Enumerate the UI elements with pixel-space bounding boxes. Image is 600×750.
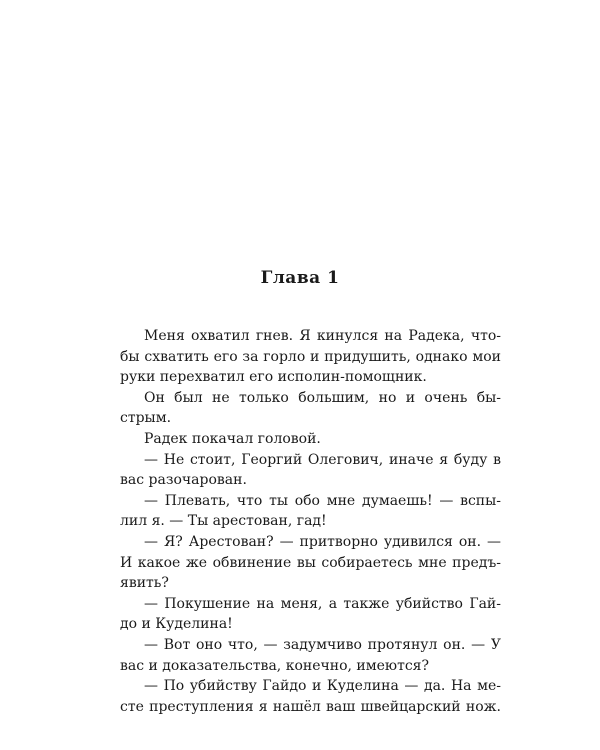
text-line: вас и доказательства, конечно, имеются? xyxy=(120,657,430,674)
text-line: руки перехватил его исполин-помощник. xyxy=(120,369,427,386)
text-line: вас разочарован. xyxy=(120,472,247,489)
text-line: сте преступления я нашёл ваш швейцарский нож. xyxy=(120,698,501,715)
text-line: Он был не только большим, но и очень бы- xyxy=(144,389,501,406)
text-line: стрым. xyxy=(120,410,172,427)
text-line: Радек покачал головой. xyxy=(144,430,321,447)
text-line: — Плевать, что ты обо мне думаешь! — вспы- xyxy=(144,492,501,509)
chapter-body xyxy=(120,326,501,717)
text-line: — По убийству Гайдо и Куделина — да. На ме- xyxy=(144,678,501,695)
text-line: — Не стоит, Георгий Олегович, иначе я буду в xyxy=(144,451,501,468)
text-line: — Вот оно что, — задумчиво протянул он. — У xyxy=(144,636,501,653)
text-line: — Покушение на меня, а также убийство Гай- xyxy=(144,595,501,612)
text-line: до и Куделина! xyxy=(120,616,233,633)
text-line: бы схватить его за горло и придушить, однако мои xyxy=(120,348,501,365)
text-line: явить? xyxy=(120,575,169,592)
text-line: — Я? Арестован? — притворно удивился он. — xyxy=(144,533,501,550)
chapter-title: Глава 1 xyxy=(260,268,340,288)
text-line: Меня охватил гнев. Я кинулся на Радека, что- xyxy=(144,328,501,344)
text-line: лил я. — Ты арестован, гад! xyxy=(120,513,327,530)
text-line: И какое же обвинение вы собираетесь мне предъ- xyxy=(120,554,501,571)
